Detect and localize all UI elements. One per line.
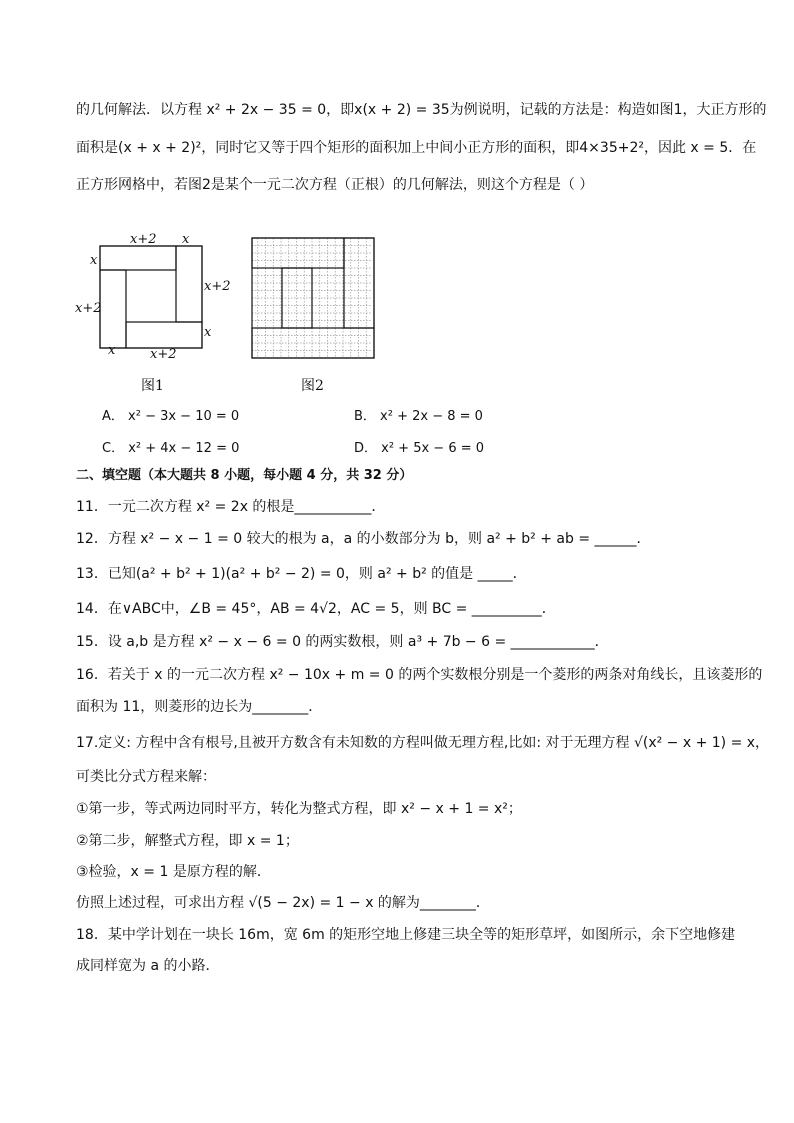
figure1-diagram — [70, 228, 240, 368]
fig1-label-bottom-2: x+2 — [150, 347, 177, 362]
fig1-label-right-1: x+2 — [204, 279, 231, 294]
section2-title: 二、填空题（本大题共 8 小题，每小题 4 分，共 32 分） — [76, 468, 413, 483]
question-18-line1: 18．某中学计划在一块长 16m，宽 6m 的矩形空地上修建三块全等的矩形草坪，如图所示，余下空地修建 — [76, 927, 736, 943]
question-13: 13．已知(a² + b² + 1)(a² + b² − 2) = 0，则 a² + b² 的值是 _____． — [76, 566, 527, 582]
question-11: 11．一元二次方程 x² = 2x 的根是___________． — [76, 499, 386, 515]
fig1-label-left-1: x — [90, 253, 98, 268]
question-17-line1: 17.定义: 方程中含有根号,且被开方数含有未知数的方程叫做无理方程,比如: 对于无理方程 √(x² − x + 1) = x， — [76, 735, 770, 751]
option-b[interactable]: B． x² + 2x − 8 = 0 — [354, 409, 483, 424]
fig1-label-top-2: x — [182, 232, 190, 247]
question-17-step3: ③检验，x = 1 是原方程的解． — [76, 864, 271, 880]
figure1-caption: 图1 — [141, 378, 164, 394]
option-a[interactable]: A． x² − 3x − 10 = 0 — [102, 409, 240, 424]
question-17-step2: ②第二步，解整式方程，即 x = 1； — [76, 833, 299, 849]
option-c[interactable]: C． x² + 4x − 12 = 0 — [102, 441, 240, 456]
question-17-line2: 可类比分式方程来解： — [76, 769, 216, 785]
fig1-label-top-1: x+2 — [130, 232, 157, 247]
question-14: 14．在∨ABC中，∠B = 45°，AB = 4√2，AC = 5，则 BC = __________． — [76, 601, 556, 617]
problem10-line3: 正方形网格中，若图2是某个一元二次方程（正根）的几何解法，则这个方程是（ ） — [76, 177, 594, 193]
question-17-line3: 仿照上述过程，可求出方程 √(5 − 2x) = 1 − x 的解为________． — [76, 895, 490, 911]
fig1-label-left-2: x+2 — [75, 301, 102, 316]
question-16-line1: 16．若关于 x 的一元二次方程 x² − 10x + m = 0 的两个实数根分别是一个菱形的两条对角线长，且该菱形的 — [76, 667, 763, 683]
question-18-line2: 成同样宽为 a 的小路． — [76, 958, 220, 974]
option-d[interactable]: D． x² + 5x − 6 = 0 — [354, 441, 485, 456]
question-12: 12．方程 x² − x − 1 = 0 较大的根为 a，a 的小数部分为 b，则 a² + b² + ab = ______． — [76, 531, 651, 547]
question-15: 15．设 a,b 是方程 x² − x − 6 = 0 的两实数根，则 a³ + 7b − 6 = ____________． — [76, 634, 609, 650]
fig1-label-bottom-1: x — [108, 343, 116, 358]
question-16-line2: 面积为 11，则菱形的边长为________． — [76, 699, 323, 715]
problem10-line1: 的几何解法．以方程 x² + 2x − 35 = 0，即x(x + 2) = 35为例说明，记载的方法是：构造如图1，大正方形的 — [76, 102, 767, 118]
fig1-label-right-2: x — [204, 325, 212, 340]
figure2-caption: 图2 — [301, 378, 324, 394]
figure2-grid-diagram — [250, 236, 375, 361]
question-17-step1: ①第一步，等式两边同时平方，转化为整式方程，即 x² − x + 1 = x²； — [76, 801, 522, 817]
problem10-line2: 面积是(x + x + 2)²，同时它又等于四个矩形的面积加上中间小正方形的面积，即4×35+2²，因此 x = 5．在 — [76, 140, 757, 156]
